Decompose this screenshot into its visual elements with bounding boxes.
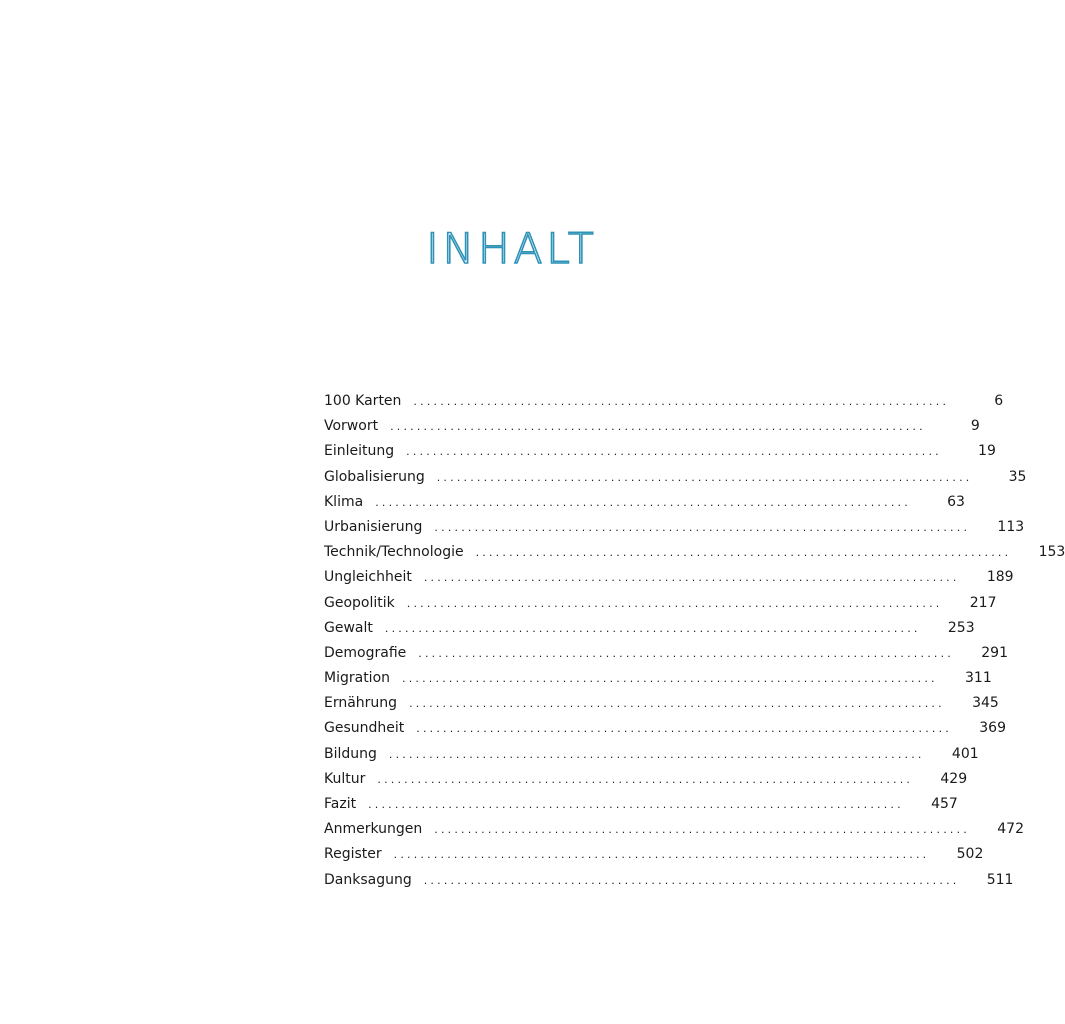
page-title: INHALT — [426, 224, 598, 273]
toc-entry-page: 63 — [947, 493, 965, 510]
toc-entry-page: 472 — [997, 821, 1024, 838]
toc-entry-label: Ernährung — [324, 695, 398, 712]
toc-leader-dots: ................................................................................ — [423, 571, 960, 585]
toc-leader-dots: ................................................................................ — [377, 772, 914, 786]
toc-entry-page: 113 — [997, 518, 1025, 535]
toc-leader-dots: ................................................................................ — [390, 420, 926, 434]
toc-entry[interactable] — [324, 641, 1008, 666]
toc-entry-label: Ungleichheit — [324, 569, 412, 586]
toc-leader-dots: ................................................................................ — [436, 470, 973, 484]
toc-entry-page: 502 — [956, 846, 984, 863]
toc-entry-page: 19 — [978, 443, 996, 460]
toc-leader-dots: ................................................................................ — [368, 798, 904, 811]
toc-leader-dots: ................................................................................ — [402, 672, 938, 686]
toc-leader-dots: ................................................................................ — [375, 495, 911, 509]
toc-leader-dots: ................................................................................ — [416, 722, 952, 736]
toc-leader-dots: ................................................................................ — [413, 395, 950, 408]
toc-entry-label: 100 Karten — [324, 393, 402, 409]
toc-entry-page: 457 — [931, 796, 958, 812]
toc-entry[interactable] — [324, 868, 1014, 893]
toc-leader-dots: ................................................................................ — [434, 520, 971, 534]
toc-entry[interactable] — [324, 716, 1006, 741]
toc-entry[interactable] — [324, 742, 979, 767]
toc-entry-label: Kultur — [324, 770, 366, 787]
toc-entry-label: Geopolitik — [324, 594, 395, 611]
toc-leader-dots: ................................................................................ — [393, 848, 930, 862]
toc-entry-label: Vorwort — [324, 418, 379, 435]
toc-entry-page: 311 — [965, 670, 992, 687]
toc-entry[interactable] — [324, 666, 992, 691]
toc-entry-page: 9 — [970, 418, 980, 435]
toc-entry-label: Einleitung — [324, 443, 395, 460]
toc-leader-dots: ................................................................................ — [388, 747, 925, 761]
toc-entry-label: Migration — [324, 670, 391, 687]
toc-entry[interactable] — [324, 565, 1014, 590]
toc-entry-page: 253 — [947, 619, 975, 636]
toc-entry[interactable] — [324, 439, 996, 464]
toc-entry-label: Anmerkungen — [324, 821, 423, 838]
toc-entry-page: 35 — [1008, 468, 1027, 485]
toc-entry-label: Bildung — [324, 745, 377, 762]
toc-entry[interactable] — [324, 616, 975, 641]
toc-leader-dots: ................................................................................ — [418, 646, 954, 660]
toc-entry[interactable] — [324, 515, 1025, 540]
toc-entry-label: Technik/Technologie — [324, 544, 464, 561]
toc-entry-label: Gesundheit — [324, 720, 405, 737]
toc-entry-label: Register — [324, 846, 382, 863]
toc-entry-page: 429 — [940, 770, 968, 787]
toc-entry[interactable] — [324, 591, 997, 616]
toc-entry-page: 291 — [981, 644, 1008, 661]
toc-entry[interactable] — [324, 767, 968, 792]
toc-entry-page: 401 — [951, 745, 979, 762]
toc-entry[interactable] — [324, 817, 1024, 842]
toc-entry-label: Demografie — [324, 644, 407, 661]
toc-entry[interactable] — [324, 389, 1004, 414]
toc-leader-dots: ................................................................................ — [409, 697, 945, 711]
toc-entry-page: 153 — [1038, 544, 1065, 561]
toc-entry[interactable] — [324, 490, 965, 515]
toc-entry[interactable] — [324, 691, 999, 716]
toc-leader-dots: ................................................................................ — [384, 621, 921, 635]
toc-entry[interactable] — [324, 842, 984, 867]
toc-entry-label: Urbanisierung — [324, 518, 423, 535]
toc-entry-page: 6 — [994, 393, 1004, 409]
toc-entry-label: Fazit — [324, 796, 357, 812]
toc-entry-label: Gewalt — [324, 619, 373, 636]
toc-leader-dots: ................................................................................ — [406, 596, 943, 610]
toc-entry-label: Danksagung — [324, 871, 412, 888]
toc-entry-page: 217 — [969, 594, 997, 611]
toc-entry-page: 345 — [972, 695, 999, 712]
toc-leader-dots: ................................................................................ — [434, 823, 970, 837]
toc-leader-dots: ................................................................................ — [475, 546, 1012, 560]
toc-leader-dots: ................................................................................ — [406, 445, 942, 459]
table-of-contents — [324, 389, 1065, 893]
toc-entry-label: Klima — [324, 493, 364, 510]
toc-entry[interactable] — [324, 465, 1027, 490]
toc-entry[interactable] — [324, 540, 1065, 565]
toc-entry[interactable] — [324, 792, 958, 817]
toc-entry-page: 511 — [986, 871, 1014, 888]
toc-leader-dots: ................................................................................ — [423, 873, 960, 887]
toc-entry[interactable] — [324, 414, 980, 439]
toc-entry-page: 189 — [986, 569, 1014, 586]
toc-entry-label: Globalisierung — [324, 468, 425, 485]
toc-entry-page: 369 — [979, 720, 1006, 737]
